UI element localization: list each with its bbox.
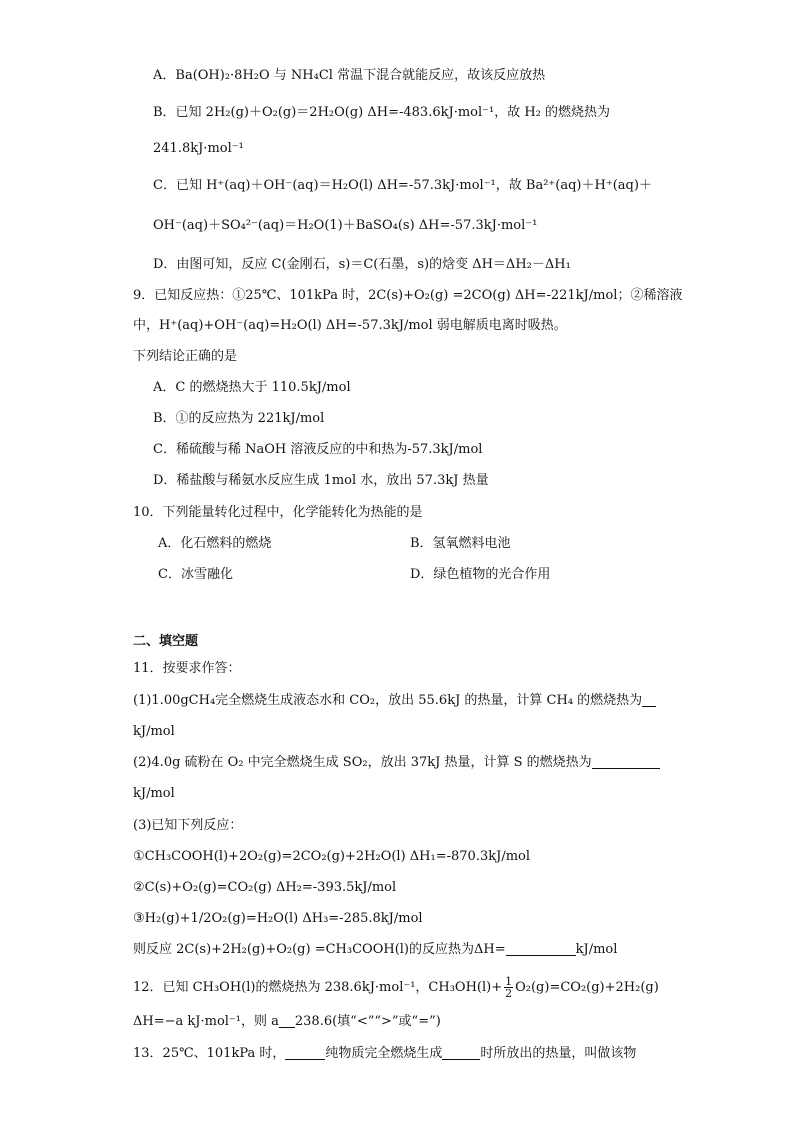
q11-stem: 11．按要求作答：	[133, 661, 241, 676]
q9-option-a: A．C 的燃烧热大于 110.5kJ/mol	[153, 380, 351, 395]
q11-part2-unit: kJ/mol	[133, 786, 175, 801]
q8-option-b-line2: 241.8kJ·mol⁻¹	[153, 141, 244, 156]
q12-fraction	[504, 976, 513, 999]
q9-prompt: 下列结论正确的是	[133, 349, 238, 364]
q12-blank[interactable]	[279, 1013, 295, 1028]
section-heading: 二、填空题	[133, 634, 199, 649]
q8-option-c-line2: OH⁻(aq)＋SO₄²⁻(aq)＝H₂O(1)＋BaSO₄(s) ΔH=-57.3kJ·mol⁻¹	[153, 218, 538, 233]
q11-part1-text: (1)1.00gCH₄完全燃烧生成液态水和 CO₂，放出 55.6kJ 的热量，计算 CH₄ 的燃烧热为	[133, 693, 643, 708]
q11-part3-text: 则反应 2C(s)+2H₂(g)+O₂(g) =CH₃COOH(l)的反应热为ΔH=	[133, 942, 506, 957]
q10-stem: 10．下列能量转化过程中，化学能转化为热能的是	[133, 505, 423, 520]
q12-text-d: 238.6(填“<”“>”或“=”)	[294, 1014, 441, 1029]
q13-text-b: 纯物质完全燃烧生成	[325, 1046, 443, 1061]
q12-text-a: 12．已知 CH₃OH(l)的燃烧热为 238.6kJ·mol⁻¹，CH₃OH(l)+	[133, 980, 503, 995]
q12-text-c: ΔH=−a kJ·mol⁻¹，则 a	[133, 1014, 279, 1029]
q11-part1-line1	[133, 692, 656, 710]
q8-option-d: D．由图可知，反应 C(金刚石，s)＝C(石墨，s)的焓变 ΔH＝ΔH₂－ΔH₁	[153, 257, 571, 272]
q11-part3-question	[133, 941, 617, 959]
q9-option-d: D．稀盐酸与稀氨水反应生成 1mol 水，放出 57.3kJ 热量	[153, 473, 489, 488]
q9-stem-line1: 9．已知反应热：①25℃、101kPa 时，2C(s)+O₂(g) =2CO(g) ΔH=-221kJ/mol；②稀溶液	[133, 288, 683, 303]
q11-part2-blank[interactable]	[592, 754, 660, 769]
q10-option-a: A．化石燃料的燃烧	[158, 536, 272, 551]
q11-reaction-2: ②C(s)+O₂(g)=CO₂(g) ΔH₂=-393.5kJ/mol	[133, 880, 397, 895]
q13-line1	[133, 1045, 636, 1063]
q9-option-c: C．稀硫酸与稀 NaOH 溶液反应的中和热为-57.3kJ/mol	[153, 442, 483, 457]
q9-option-b: B．①的反应热为 221kJ/mol	[153, 411, 325, 426]
q11-part3-blank[interactable]	[506, 941, 576, 956]
q10-option-b: B．氢氧燃料电池	[410, 536, 511, 551]
q11-part1-unit: kJ/mol	[133, 724, 175, 739]
q8-option-c-line1: C．已知 H⁺(aq)＋OH⁻(aq)＝H₂O(l) ΔH=-57.3kJ·mol⁻¹，故 Ba²⁺(aq)＋H⁺(aq)＋	[153, 178, 652, 193]
q12-fraction-numerator: 1	[505, 975, 513, 988]
q11-part2-line1	[133, 754, 660, 772]
q12-fraction-denominator: 2	[505, 987, 513, 1000]
q11-part3-intro: (3)已知下列反应：	[133, 818, 243, 833]
q9-stem-line2: 中，H⁺(aq)+OH⁻(aq)=H₂O(l) ΔH=-57.3kJ/mol 弱电解质电离时吸热。	[133, 318, 567, 333]
q12-line1	[133, 976, 659, 999]
q11-reaction-3: ③H₂(g)+1/2O₂(g)=H₂O(l) ΔH₃=-285.8kJ/mol	[133, 911, 423, 926]
q11-part2-text: (2)4.0g 硫粉在 O₂ 中完全燃烧生成 SO₂，放出 37kJ 热量，计算 S 的燃烧热为	[133, 755, 592, 770]
q13-text-a: 13．25℃、101kPa 时，	[133, 1046, 286, 1061]
q8-option-a: A．Ba(OH)₂·8H₂O 与 NH₄Cl 常温下混合就能反应，故该反应放热	[153, 68, 546, 83]
q13-blank-1[interactable]	[285, 1045, 325, 1060]
q11-reaction-1: ①CH₃COOH(l)+2O₂(g)=2CO₂(g)+2H₂O(l) ΔH₁=-870.3kJ/mol	[133, 849, 531, 864]
q12-line2	[133, 1013, 441, 1031]
q10-option-c: C．冰雪融化	[158, 567, 233, 582]
q12-text-b: O₂(g)=CO₂(g)+2H₂(g)	[515, 980, 659, 995]
q13-text-c: 时所放出的热量，叫做该物	[480, 1046, 637, 1061]
q11-part3-unit: kJ/mol	[575, 942, 618, 957]
q8-option-b-line1: B．已知 2H₂(g)＋O₂(g)＝2H₂O(g) ΔH=-483.6kJ·mol⁻¹，故 H₂ 的燃烧热为	[153, 105, 611, 120]
q10-option-d: D．绿色植物的光合作用	[410, 567, 551, 582]
q11-part1-blank[interactable]	[642, 692, 656, 707]
q13-blank-2[interactable]	[442, 1045, 480, 1060]
